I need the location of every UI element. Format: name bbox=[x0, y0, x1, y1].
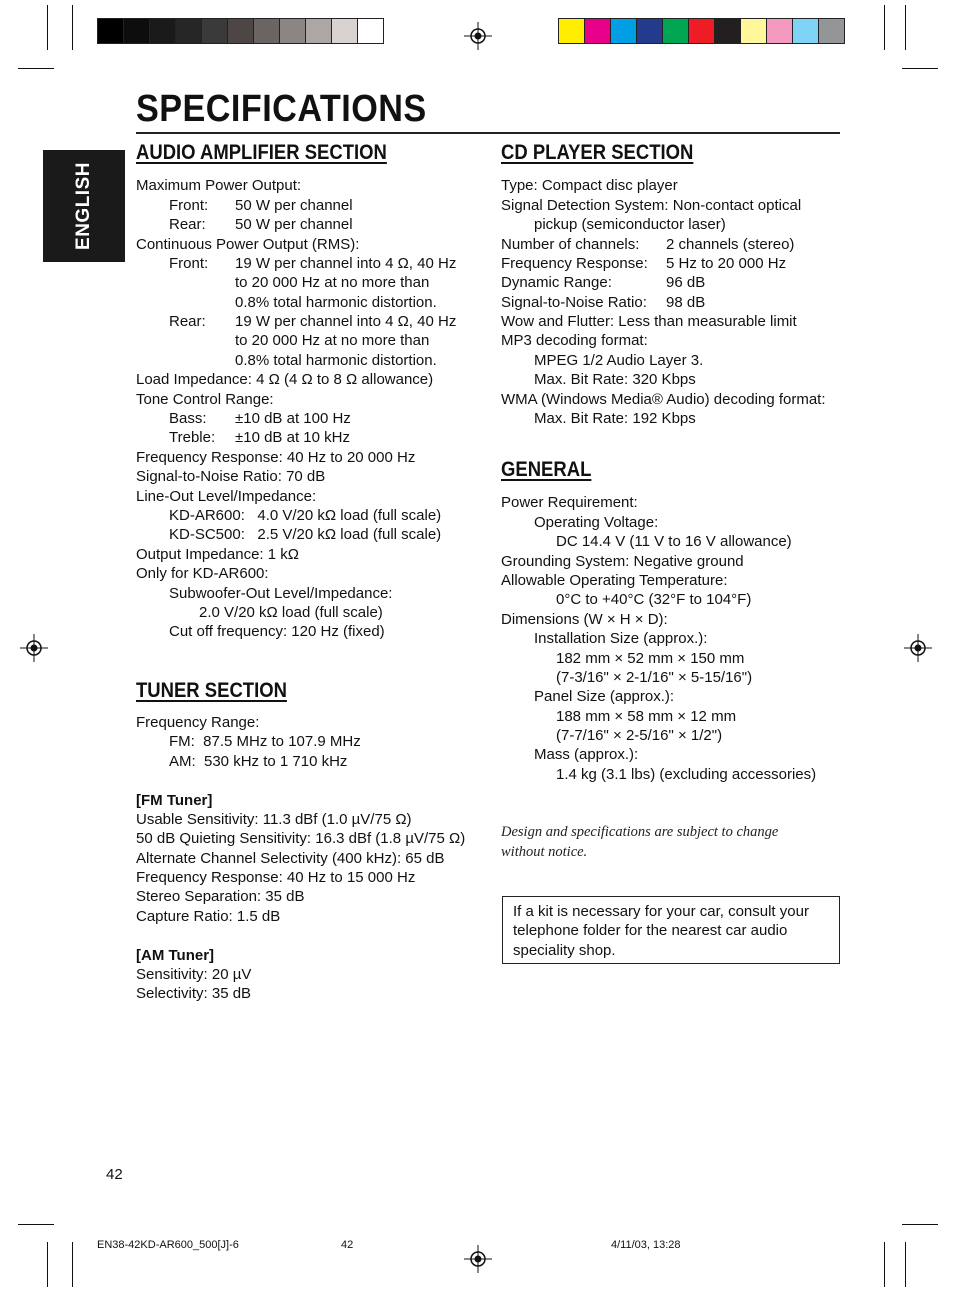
spec-line: 1.4 kg (3.1 lbs) (excluding accessories) bbox=[556, 766, 817, 783]
spec-line: KD-SC500: 2.5 V/20 kΩ load (full scale) bbox=[169, 526, 442, 543]
spec-value: 50 W per channel bbox=[235, 197, 353, 214]
grayscale-swatch bbox=[150, 19, 176, 43]
grayscale-swatch bbox=[358, 19, 383, 43]
spec-line: Alternate Channel Selectivity (400 kHz): 65 dB bbox=[136, 850, 445, 867]
spec-line: MPEG 1/2 Audio Layer 3. bbox=[534, 352, 704, 369]
spec-line: Signal Detection System: Non-contact optical bbox=[501, 197, 802, 214]
spec-value: 0.8% total harmonic distortion. bbox=[235, 294, 437, 311]
language-tab-label: ENGLISH bbox=[73, 162, 94, 250]
spec-value: 96 dB bbox=[666, 274, 706, 291]
crop-mark bbox=[18, 68, 54, 69]
color-calibration-bar bbox=[558, 18, 845, 44]
spec-line: Panel Size (approx.): bbox=[534, 688, 675, 705]
tuner-section-heading: TUNER SECTION bbox=[136, 679, 287, 702]
grayscale-swatch bbox=[228, 19, 254, 43]
grayscale-calibration-bar bbox=[97, 18, 384, 44]
spec-line: Usable Sensitivity: 11.3 dBf (1.0 µV/75 Ω) bbox=[136, 811, 412, 828]
spec-line: Type: Compact disc player bbox=[501, 177, 678, 194]
registration-target-icon bbox=[20, 634, 48, 662]
spec-line: Stereo Separation: 35 dB bbox=[136, 888, 305, 905]
spec-label: Dynamic Range: bbox=[501, 274, 612, 291]
spec-label: Treble: bbox=[169, 429, 216, 446]
spec-line: Maximum Power Output: bbox=[136, 177, 302, 194]
spec-line: Frequency Response: 40 Hz to 20 000 Hz bbox=[136, 449, 416, 466]
crop-mark bbox=[905, 1242, 906, 1287]
grayscale-swatch bbox=[202, 19, 228, 43]
crop-mark bbox=[884, 1242, 885, 1287]
spec-line: pickup (semiconductor laser) bbox=[534, 216, 726, 233]
spec-line: (7-3/16" × 2-1/16" × 5-15/16") bbox=[556, 669, 753, 686]
spec-line: Selectivity: 35 dB bbox=[136, 985, 252, 1002]
spec-line: AM: 530 kHz to 1 710 kHz bbox=[169, 753, 348, 770]
crop-mark bbox=[47, 5, 48, 50]
registration-target-icon bbox=[464, 1245, 492, 1273]
footer-date: 4/11/03, 13:28 bbox=[611, 1239, 681, 1251]
language-tab bbox=[43, 150, 125, 262]
spec-value: 19 W per channel into 4 Ω, 40 Hz bbox=[235, 313, 457, 330]
spec-label: Rear: bbox=[169, 313, 206, 330]
disclaimer-note bbox=[501, 823, 778, 862]
spec-label: Front: bbox=[169, 197, 209, 214]
grayscale-swatch bbox=[124, 19, 150, 43]
spec-value: ±10 dB at 10 kHz bbox=[235, 429, 350, 446]
spec-line: Frequency Range: bbox=[136, 714, 260, 731]
spec-line: Mass (approx.): bbox=[534, 746, 639, 763]
spec-line: Max. Bit Rate: 192 Kbps bbox=[534, 410, 696, 427]
color-swatch bbox=[637, 19, 663, 43]
registration-target-icon bbox=[464, 22, 492, 50]
spec-value: 2 channels (stereo) bbox=[666, 236, 795, 253]
spec-label: Signal-to-Noise Ratio: bbox=[501, 294, 647, 311]
crop-mark bbox=[47, 1242, 48, 1287]
grayscale-swatch bbox=[280, 19, 306, 43]
spec-line: Continuous Power Output (RMS): bbox=[136, 236, 360, 253]
footer-page: 42 bbox=[341, 1239, 354, 1251]
grayscale-swatch bbox=[254, 19, 280, 43]
color-swatch bbox=[585, 19, 611, 43]
spec-value: 98 dB bbox=[666, 294, 706, 311]
page-title: SPECIFICATIONS bbox=[136, 88, 427, 130]
crop-mark bbox=[902, 1224, 938, 1225]
spec-label: Number of channels: bbox=[501, 236, 640, 253]
spec-line: Dimensions (W × H × D): bbox=[501, 611, 668, 628]
spec-label: Front: bbox=[169, 255, 209, 272]
cd-section-heading: CD PLAYER SECTION bbox=[501, 141, 694, 164]
spec-line: Installation Size (approx.): bbox=[534, 630, 708, 647]
spec-line: Only for KD-AR600: bbox=[136, 565, 269, 582]
spec-line: FM: 87.5 MHz to 107.9 MHz bbox=[169, 733, 361, 750]
color-swatch bbox=[559, 19, 585, 43]
crop-mark bbox=[902, 68, 938, 69]
general-section-heading: GENERAL bbox=[501, 458, 592, 481]
spec-line: Operating Voltage: bbox=[534, 514, 659, 531]
spec-line: Grounding System: Negative ground bbox=[501, 553, 744, 570]
grayscale-swatch bbox=[306, 19, 332, 43]
crop-mark bbox=[72, 5, 73, 50]
spec-line: Output Impedance: 1 kΩ bbox=[136, 546, 299, 563]
color-swatch bbox=[793, 19, 819, 43]
spec-value: 2.0 V/20 kΩ load (full scale) bbox=[199, 604, 383, 621]
color-swatch bbox=[741, 19, 767, 43]
spec-line: Power Requirement: bbox=[501, 494, 638, 511]
spec-value: 5 Hz to 20 000 Hz bbox=[666, 255, 787, 272]
spec-line: 182 mm × 52 mm × 150 mm bbox=[556, 650, 745, 667]
color-swatch bbox=[689, 19, 715, 43]
spec-line: Load Impedance: 4 Ω (4 Ω to 8 Ω allowance) bbox=[136, 371, 434, 388]
spec-line: Subwoofer-Out Level/Impedance: bbox=[169, 585, 393, 602]
spec-line: Wow and Flutter: Less than measurable limit bbox=[501, 313, 797, 330]
spec-line: DC 14.4 V (11 V to 16 V allowance) bbox=[556, 533, 792, 550]
grayscale-swatch bbox=[332, 19, 358, 43]
crop-mark bbox=[18, 1224, 54, 1225]
spec-line: 50 dB Quieting Sensitivity: 16.3 dBf (1.8 µV/75 Ω) bbox=[136, 830, 466, 847]
spec-value: 19 W per channel into 4 Ω, 40 Hz bbox=[235, 255, 457, 272]
spec-line: Cut off frequency: 120 Hz (fixed) bbox=[169, 623, 385, 640]
spec-line: Max. Bit Rate: 320 Kbps bbox=[534, 371, 696, 388]
color-swatch bbox=[819, 19, 844, 43]
spec-value: 50 W per channel bbox=[235, 216, 353, 233]
spec-line: KD-AR600: 4.0 V/20 kΩ load (full scale) bbox=[169, 507, 442, 524]
disclaimer-line: without notice. bbox=[501, 843, 588, 860]
spec-label: Rear: bbox=[169, 216, 206, 233]
spec-line: Allowable Operating Temperature: bbox=[501, 572, 728, 589]
spec-line: (7-7/16" × 2-5/16" × 1/2") bbox=[556, 727, 723, 744]
am-tuner-subheading: [AM Tuner] bbox=[136, 947, 215, 964]
spec-value: to 20 000 Hz at no more than bbox=[235, 274, 430, 291]
grayscale-swatch bbox=[98, 19, 124, 43]
spec-line: Signal-to-Noise Ratio: 70 dB bbox=[136, 468, 326, 485]
page-number: 42 bbox=[106, 1166, 123, 1183]
spec-line: MP3 decoding format: bbox=[501, 332, 648, 349]
spec-line: Tone Control Range: bbox=[136, 391, 274, 408]
spec-value: 0.8% total harmonic distortion. bbox=[235, 352, 437, 369]
spec-line: Sensitivity: 20 µV bbox=[136, 966, 252, 983]
crop-mark bbox=[905, 5, 906, 50]
audio-section-heading: AUDIO AMPLIFIER SECTION bbox=[136, 141, 387, 164]
spec-value: to 20 000 Hz at no more than bbox=[235, 332, 430, 349]
color-swatch bbox=[663, 19, 689, 43]
spec-line: Frequency Response: 40 Hz to 15 000 Hz bbox=[136, 869, 416, 886]
spec-line: Line-Out Level/Impedance: bbox=[136, 488, 317, 505]
kit-notice-box: If a kit is necessary for your car, consult your telephone folder for the nearest car audio speciality shop. bbox=[502, 896, 840, 964]
disclaimer-line: Design and specifications are subject to change bbox=[501, 824, 779, 840]
spec-line: 0°C to +40°C (32°F to 104°F) bbox=[556, 591, 752, 608]
color-swatch bbox=[611, 19, 637, 43]
color-swatch bbox=[715, 19, 741, 43]
crop-mark bbox=[72, 1242, 73, 1287]
crop-mark bbox=[884, 5, 885, 50]
fm-tuner-subheading: [FM Tuner] bbox=[136, 792, 213, 809]
footer-filename: EN38-42KD-AR600_500[J]-6 bbox=[97, 1239, 239, 1251]
spec-line: WMA (Windows Media® Audio) decoding format: bbox=[501, 391, 826, 408]
registration-target-icon bbox=[904, 634, 932, 662]
spec-line: Capture Ratio: 1.5 dB bbox=[136, 908, 281, 925]
spec-value: ±10 dB at 100 Hz bbox=[235, 410, 351, 427]
grayscale-swatch bbox=[176, 19, 202, 43]
spec-label: Bass: bbox=[169, 410, 207, 427]
spec-line: 188 mm × 58 mm × 12 mm bbox=[556, 708, 737, 725]
color-swatch bbox=[767, 19, 793, 43]
spec-label: Frequency Response: bbox=[501, 255, 648, 272]
title-rule bbox=[136, 132, 840, 134]
